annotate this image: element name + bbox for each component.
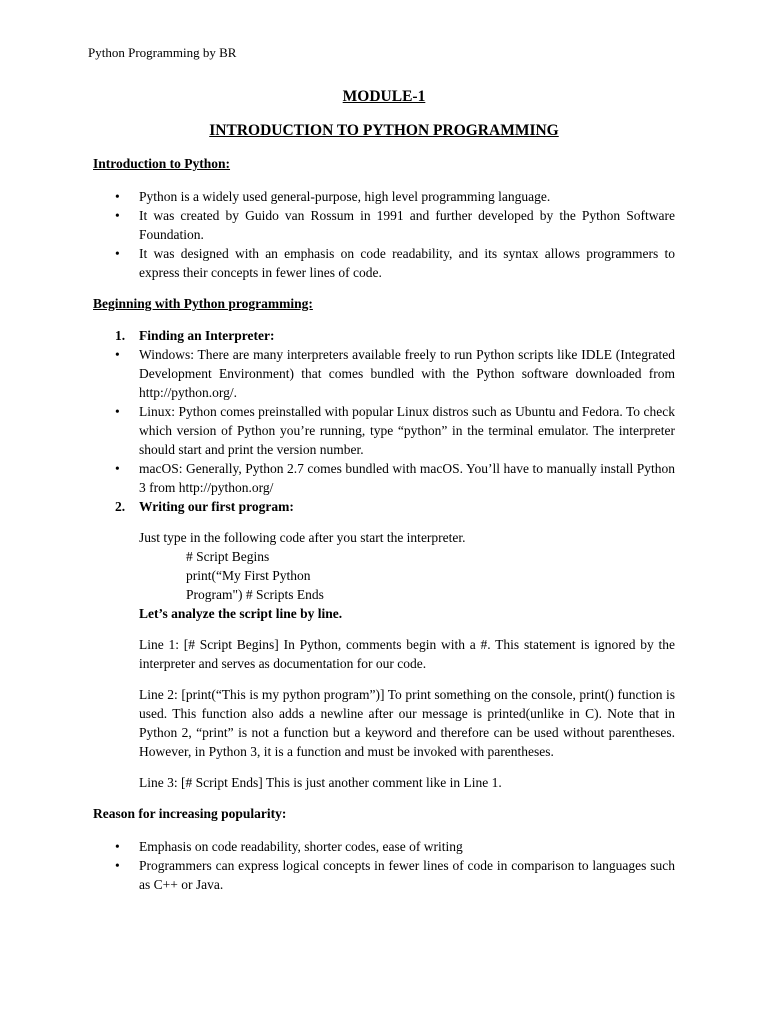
analyze-heading: Let’s analyze the script line by line. <box>139 606 343 621</box>
running-header: Python Programming by BR <box>88 45 237 60</box>
popularity-bullet-list <box>93 837 675 894</box>
list-item: • Programmers can express logical concepts in fewer lines of code in comparison to languages such as C++ or Java. <box>93 856 675 894</box>
numbered-item-1 <box>93 326 675 345</box>
list-item: • Windows: There are many interpreters available freely to run Python scripts like IDLE (Integrated Development Environment) that comes bundled with the Python software downloaded from http://python.org/. <box>93 345 675 402</box>
list-item: • It was designed with an emphasis on code readability, and its syntax allows programmers to express their concepts in fewer lines of code. <box>93 244 675 282</box>
line2-explanation: Line 2: [print(“This is my python program”)] To print something on the console, print() function is used. This function also adds a newline after our message is printed(unlike in C). Note that in Python 2, “print” is not a function but a keyword and therefore can be used without parentheses. However, in Python 3, it is a function and must be invoked with parentheses. <box>139 687 675 759</box>
os-bullet-list <box>93 345 675 497</box>
code-line: Program") # Scripts Ends <box>186 587 324 602</box>
beginning-heading: Beginning with Python programming: <box>93 296 313 311</box>
list-item: • macOS: Generally, Python 2.7 comes bundled with macOS. You’ll have to manually install Python 3 from http://python.org/ <box>93 459 675 497</box>
item-number: 2. <box>115 499 126 514</box>
module-title: MODULE-1 <box>342 88 426 105</box>
item-title: Writing our first program: <box>139 499 294 514</box>
item-number: 1. <box>115 328 126 343</box>
list-item: • Emphasis on code readability, shorter codes, ease of writing <box>93 837 675 856</box>
line3-explanation: Line 3: [# Script Ends] This is just another comment like in Line 1. <box>139 775 502 790</box>
code-line: print(“My First Python <box>186 568 311 583</box>
code-intro: Just type in the following code after you start the interpreter. <box>139 530 466 545</box>
document-body <box>93 154 675 906</box>
intro-bullet-list <box>93 187 675 282</box>
page-title: INTRODUCTION TO PYTHON PROGRAMMING <box>209 122 559 139</box>
code-line: # Script Begins <box>186 549 270 564</box>
list-item: • Linux: Python comes preinstalled with popular Linux distros such as Ubuntu and Fedora. To check which version of Python you’re running, type “python” in the terminal emulator. The interpreter should start and print the version number. <box>93 402 675 459</box>
list-item: • Python is a widely used general-purpose, high level programming language. <box>93 187 675 206</box>
numbered-item-2 <box>93 497 675 516</box>
popularity-heading: Reason for increasing popularity: <box>93 806 287 821</box>
list-item: • It was created by Guido van Rossum in 1991 and further developed by the Python Software Foundation. <box>93 206 675 244</box>
line1-explanation: Line 1: [# Script Begins] In Python, comments begin with a #. This statement is ignored by the interpreter and serves as documentation for our code. <box>139 637 675 671</box>
intro-heading: Introduction to Python: <box>93 156 231 171</box>
item-title: Finding an Interpreter: <box>139 328 275 343</box>
